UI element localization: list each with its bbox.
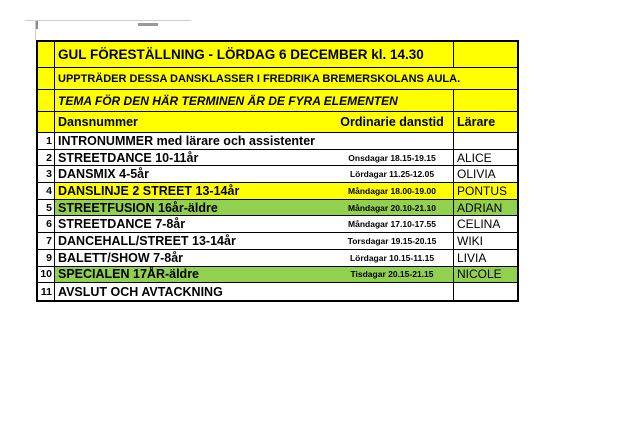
table-row: [38, 166, 517, 183]
gridline-artifact-tick: [36, 21, 38, 29]
show-subtitle: UPPTRÄDER DESSA DANSKLASSER I FREDRIKA BREMERSKOLANS AULA.: [58, 72, 461, 85]
dance-name: DANSLINJE 2 STREET 13-14år: [58, 183, 240, 198]
row-number: 1: [38, 133, 55, 149]
row-main-cell: [55, 250, 453, 266]
dance-name: DANCEHALL/STREET 13-14år: [58, 233, 236, 248]
table-body: [38, 133, 517, 300]
dance-time: Torsdagar 19.15-20.15: [347, 235, 437, 246]
teacher-name: ADRIAN: [453, 200, 517, 216]
row-number-cell-empty: [38, 42, 55, 67]
subtitle-row: [38, 68, 517, 90]
dance-name: STREETFUSION 16år-äldre: [58, 200, 218, 215]
row-main-cell: [55, 267, 453, 283]
row-number-cell-empty: [38, 112, 55, 132]
teacher-name: OLIVIA: [453, 166, 517, 182]
dance-name: STREETDANCE 10-11år: [58, 150, 199, 165]
dance-name: DANSMIX 4-5år: [58, 167, 149, 182]
column-header-row: [38, 112, 517, 133]
row-number-cell-empty: [38, 90, 55, 111]
row-main-cell: [55, 133, 453, 149]
table-row: [38, 233, 517, 250]
row-main-cell: [55, 166, 453, 182]
dance-time: Måndagar 18.00-19.00: [348, 185, 436, 196]
row-number-cell-empty: [38, 68, 55, 89]
teacher-name: [453, 283, 517, 300]
dance-time: Onsdagar 18.15-19.15: [348, 152, 436, 163]
dance-name: BALETT/SHOW 7-8år: [58, 250, 184, 265]
row-number: 9: [38, 250, 55, 266]
table-row: [38, 183, 517, 200]
dance-time: Lördagar 10.15-11.15: [349, 252, 435, 263]
gridline-artifact-horizontal: [25, 20, 191, 21]
title-row: [38, 42, 517, 68]
table-row: [38, 150, 517, 167]
row-number: 3: [38, 166, 55, 182]
dance-name: SPECIALEN 17ÅR-äldre: [58, 267, 200, 282]
teacher-name: WIKI: [453, 233, 517, 249]
row-main-cell: [55, 216, 453, 232]
teacher-name: [453, 133, 517, 149]
teacher-name: LIVIA: [453, 250, 517, 266]
table-row: [38, 133, 517, 150]
dance-time: Måndagar 20.10-21.10: [348, 202, 436, 213]
column-header-time: Ordinarie danstid: [340, 115, 444, 129]
row-main-cell: [55, 183, 453, 199]
row-number: 6: [38, 216, 55, 232]
schedule-table: [36, 40, 519, 302]
smudge-artifact: [138, 23, 158, 26]
teacher-cell-empty: [453, 90, 517, 111]
dance-time: Tisdagar 20.15-21.15: [350, 269, 434, 280]
dance-time: Lördagar 11.25-12.05: [349, 169, 435, 180]
row-main-cell: [55, 150, 453, 166]
show-title: GUL FÖRESTÄLLNING - LÖRDAG 6 DECEMBER kl. 14.30: [58, 47, 424, 62]
row-number: 10: [38, 267, 55, 283]
row-number: 2: [38, 150, 55, 166]
column-header-teacher: Lärare: [453, 112, 517, 132]
teacher-name: CELINA: [453, 216, 517, 232]
row-number: 5: [38, 200, 55, 216]
dance-name: AVSLUT OCH AVTACKNING: [58, 284, 223, 299]
dance-time: Måndagar 17.10-17.55: [348, 219, 436, 230]
show-theme: TEMA FÖR DEN HÄR TERMINEN ÄR DE FYRA ELEMENTEN: [58, 93, 398, 108]
dance-name: STREETDANCE 7-8år: [58, 217, 186, 232]
table-row: [38, 283, 517, 300]
row-number: 4: [38, 183, 55, 199]
teacher-name: NICOLE: [453, 267, 517, 283]
table-row: [38, 250, 517, 267]
table-row: [38, 267, 517, 284]
column-header-main: [55, 112, 453, 132]
dance-name: INTRONUMMER med lärare och assistenter: [58, 133, 316, 148]
theme-row: [38, 90, 517, 112]
row-main-cell: [55, 233, 453, 249]
column-header-dance: Dansnummer: [58, 115, 138, 129]
teacher-cell-empty: [453, 42, 517, 67]
table-row: [38, 216, 517, 233]
row-main-cell: [55, 200, 453, 216]
teacher-name: PONTUS: [453, 183, 517, 199]
teacher-name: ALICE: [453, 150, 517, 166]
row-number: 11: [38, 283, 55, 300]
row-number: 7: [38, 233, 55, 249]
row-main-cell: [55, 283, 453, 300]
table-row: [38, 200, 517, 217]
